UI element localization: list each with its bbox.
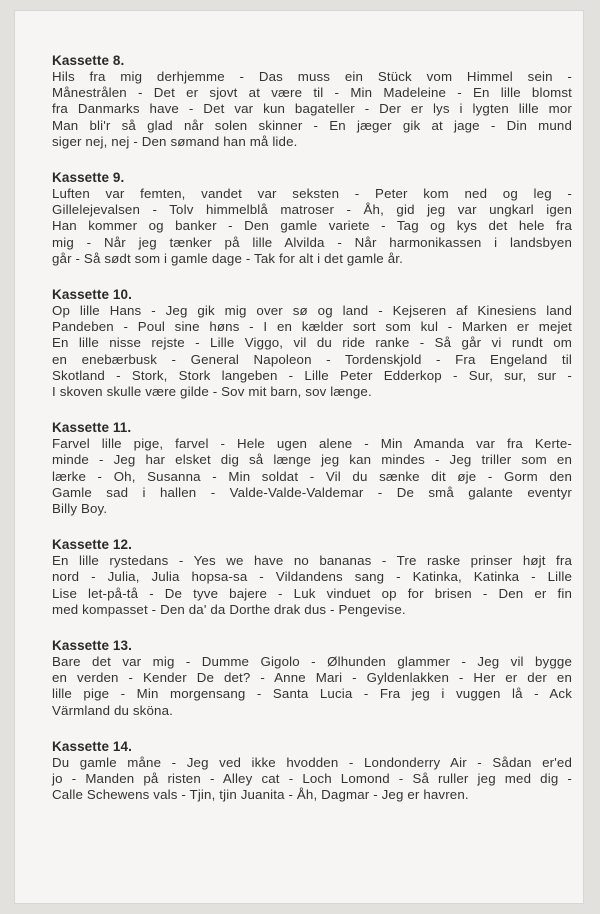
song-list-line: nord - Julia, Julia hopsa-sa - Vildandens sang - Katinka, Katinka - Lille (52, 569, 572, 585)
song-list-line: Calle Schewens vals - Tjin, tjin Juanita - Åh, Dagmar - Jeg er havren. (52, 787, 469, 803)
cassette-heading: Kassette 8. (52, 53, 125, 68)
song-list-line: en verden - Kender De det? - Anne Mari - Gyldenlakken - Her er der en (52, 670, 572, 686)
cassette-heading: Kassette 12. (52, 537, 132, 553)
song-list-line: Hils fra mig derhjemme - Das muss ein Stück vom Himmel sein - (52, 69, 572, 84)
cassette-section (52, 536, 572, 618)
song-list-line: lille pige - Min morgensang - Santa Lucia - Fra jeg i vuggen lå - Ack (52, 686, 572, 702)
song-list-line: Billy Boy. (52, 501, 108, 517)
song-list-line: siger nej, nej - Den sømand han må lide. (52, 133, 298, 149)
song-list-line: I skoven skulle være gilde - Sov mit barn, sov længe. (52, 384, 372, 400)
cassette-heading: Kassette 11. (52, 420, 132, 436)
cassette-section (52, 52, 572, 150)
song-list-line: Bare det var mig - Dumme Gigolo - Ølhunden glammer - Jeg vil bygge (52, 654, 572, 670)
song-list-line: minde - Jeg har elsket dig så længe jeg kan mindes - Jeg triller som en (52, 452, 572, 468)
cassette-section (52, 419, 572, 517)
song-list-line: Farvel lille pige, farvel - Hele ugen alene - Min Amanda var fra Kerte- (52, 436, 572, 452)
song-list-line: Man bli'r så glad når solen skinner - En jæger gik at jage - Din mund (52, 117, 572, 133)
song-list-line: Han kommer og banker - Den gamle variete - Tag og kys det hele fra (52, 218, 572, 234)
song-list-line: Värmland du sköna. (52, 702, 173, 718)
song-list-line: En lille nisse rejste - Lille Viggo, vil du ride ranke - Så går vi rundt om (52, 335, 572, 351)
cassette-section (52, 637, 572, 719)
song-list-line: fra Danmarks have - Det var kun bagateller - Der er lys i lygten lille mor (52, 101, 572, 117)
cassette-section (52, 738, 572, 804)
song-list-line: lærke - Oh, Susanna - Min soldat - Vil du sænke dit øje - Gorm den (52, 468, 572, 484)
song-list-line: mig - Når jeg tænker på lille Alvilda - Når harmonikassen i landsbyen (52, 234, 572, 250)
song-list-line: Gamle sad i hallen - Valde-Valde-Valdemar - De små galante eventyr (52, 484, 572, 500)
song-list-line: med kompasset - Den da' da Dorthe drak dus - Pengevise. (52, 601, 406, 617)
song-list-line: En lille rystedans - Yes we have no bananas - Tre raske prinser højt fra (52, 553, 572, 569)
song-list-line: en enebærbusk - General Napoleon - Tordenskjold - Fra Engeland til (52, 351, 572, 367)
song-list-line: går - Så sødt som i gamle dage - Tak for alt i det gamle år. (52, 250, 403, 266)
song-list-line: Månestrålen - Det er sjovt at være til - Min Madeleine - En lille blomst (52, 85, 572, 101)
cassette-section (52, 169, 572, 267)
song-list-line: Lise let-på-tå - De tyve bajere - Luk vinduet op for brisen - Den er fin (52, 585, 572, 601)
cassette-heading: Kassette 10. (52, 287, 132, 303)
song-list-line: Pandeben - Poul sine høns - I en kælder sort som kul - Marken er mejet (52, 319, 572, 335)
cassette-heading: Kassette 13. (52, 638, 132, 654)
song-list-line: jo - Manden på risten - Alley cat - Loch Lomond - Så ruller jeg med dig - (52, 771, 572, 787)
song-list-line: Du gamle måne - Jeg ved ikke hvodden - Londonderry Air - Sådan er'ed (52, 754, 572, 770)
song-list-line: Op lille Hans - Jeg gik mig over sø og land - Kejseren af Kinesiens land (52, 303, 572, 319)
cassette-insert-card (14, 10, 584, 904)
cassette-section (52, 286, 572, 400)
track-listing (52, 52, 572, 823)
song-list-line: Luften var femten, vandet var seksten - Peter kom ned og leg - (52, 186, 572, 202)
song-list-line: Skotland - Stork, Stork langeben - Lille Peter Edderkop - Sur, sur, sur - (52, 367, 572, 383)
cassette-heading: Kassette 14. (52, 738, 132, 754)
song-list-line: Gillelejevalsen - Tolv himmelblå matroser - Åh, gid jeg var ungkarl igen (52, 202, 572, 218)
cassette-heading: Kassette 9. (52, 170, 125, 186)
